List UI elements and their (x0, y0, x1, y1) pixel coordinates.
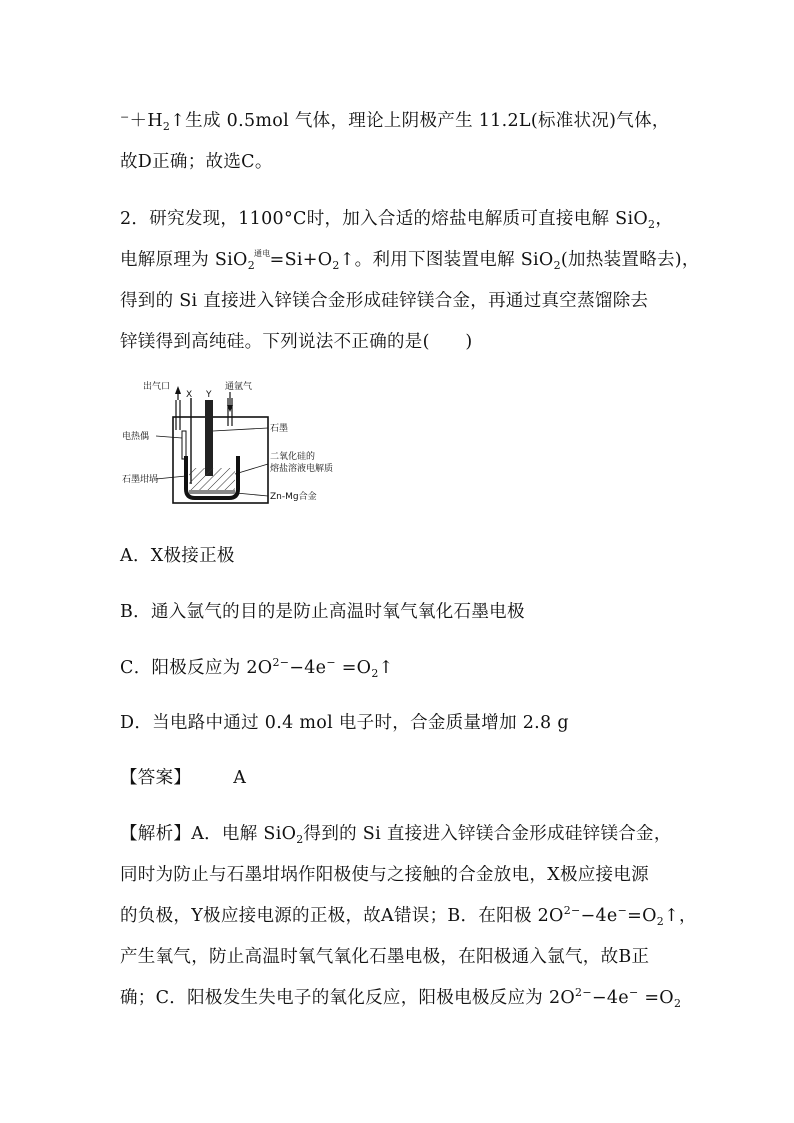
question-stem-line-4: 锌镁得到高纯硅。下列说法不正确的是( ) (120, 332, 473, 352)
analysis-line-4: 产生氧气，防止高温时氧气氧化石墨电极，在阳极通入氩气，故B正 (120, 947, 650, 967)
electrolyte-melt (189, 468, 235, 492)
text-run: 确；C．阳极发生失电子的氧化反应，阳极电极反应为 2O (120, 988, 576, 1008)
text-run: 的负极，Y极应接电源的正极，故A错误；B．在阳极 2O (120, 906, 564, 926)
prev-text-line-1 (120, 107, 670, 133)
option-c (120, 654, 394, 680)
analysis-line-5 (120, 984, 681, 1010)
electrolyte-label-1: 二氧化硅的 (270, 452, 316, 462)
alloy-label: Zn-Mg合金 (270, 492, 317, 502)
text-run: Si+O (284, 250, 333, 270)
x-label: X (186, 390, 193, 400)
subscript: 2 (296, 833, 304, 846)
question-stem-line-1 (120, 205, 673, 231)
y-label: Y (206, 390, 212, 400)
subscript: 2 (656, 915, 665, 928)
analysis-line-1 (120, 820, 672, 846)
subscript: 2 (332, 259, 340, 272)
electrolysis-apparatus-diagram (118, 376, 378, 506)
thermocouple-label: 电热偶 (122, 432, 150, 442)
crucible-label: 石墨坩埚 (122, 475, 159, 485)
analysis-line-2: 同时为防止与石墨坩埚作阳极使与之接触的合金放电，X极应接电源 (120, 865, 649, 885)
text-run: −4e (580, 906, 618, 926)
answer-value: A (233, 768, 247, 788)
prev-text-line-2: 故D正确；故选C。 (120, 152, 273, 172)
superscript: 2− (563, 904, 581, 917)
text-run: =O (627, 906, 657, 926)
subscript: 2 (673, 997, 682, 1010)
reaction-condition: 通电 (254, 249, 271, 258)
zn-mg-alloy (189, 490, 235, 494)
question-stem-line-3: 得到的 Si 直接进入锌镁合金形成硅锌镁合金，再通过真空蒸馏除去 (120, 291, 649, 311)
text-run: ↑。利用下图装置电解 SiO (339, 250, 554, 270)
text-run: ↑生成 0.5mol 气体，理论上阴极产生 11.2L(标准状况)气体， (170, 111, 670, 131)
text-run: ， (655, 209, 674, 229)
graphite-label: 石墨 (270, 424, 289, 434)
text-run: −4e (289, 658, 327, 678)
option-d: D．当电路中通过 0.4 mol 电子时，合金质量增加 2.8 g (120, 713, 569, 733)
question-stem-line-2 (120, 246, 700, 272)
subscript: 2 (648, 218, 656, 231)
text-run: 得到的 Si 直接进入锌镁合金形成硅锌镁合金， (303, 824, 672, 844)
text-run: (加热装置略去)， (560, 250, 700, 270)
electrolyte-label-2: 熔盐溶液电解质 (270, 464, 334, 474)
text-run: 【解析】A．电解 SiO (120, 824, 297, 844)
text-run: =O (638, 988, 674, 1008)
text-run: 电解原理为 SiO (120, 250, 248, 270)
subscript: 2 (371, 667, 379, 680)
option-b: B．通入氩气的目的是防止高温时氧气氧化石墨电极 (120, 602, 525, 622)
argon-label: 通氩气 (225, 382, 253, 392)
option-a: A．X极接正极 (120, 546, 235, 566)
superscript: − (326, 656, 336, 669)
thermocouple (182, 431, 186, 459)
outlet-label: 出气口 (143, 382, 171, 392)
text-run: 2．研究发现，1100°C时，加入合适的熔盐电解质可直接电解 SiO (120, 209, 649, 229)
answer-label: 【答案】 (120, 768, 192, 788)
analysis-line-3 (120, 902, 697, 928)
superscript: 2− (575, 986, 592, 999)
subscript: 2 (162, 120, 171, 133)
text-run: =O (335, 658, 372, 678)
text-run: −4e (591, 988, 629, 1008)
text-run: ⁻＋H (120, 111, 163, 131)
answer-line (120, 764, 246, 789)
outlet-arrow-icon (175, 386, 181, 394)
subscript: 2 (247, 259, 256, 272)
superscript: − (617, 904, 628, 917)
equals-sign: = (269, 250, 285, 270)
superscript: 2− (272, 656, 290, 669)
superscript: − (628, 986, 639, 999)
graphite-electrode (205, 400, 213, 476)
text-run: ↑， (664, 906, 697, 926)
text-run: ↑ (378, 658, 394, 678)
text-run: C．阳极反应为 2O (120, 658, 273, 678)
subscript: 2 (553, 259, 561, 272)
